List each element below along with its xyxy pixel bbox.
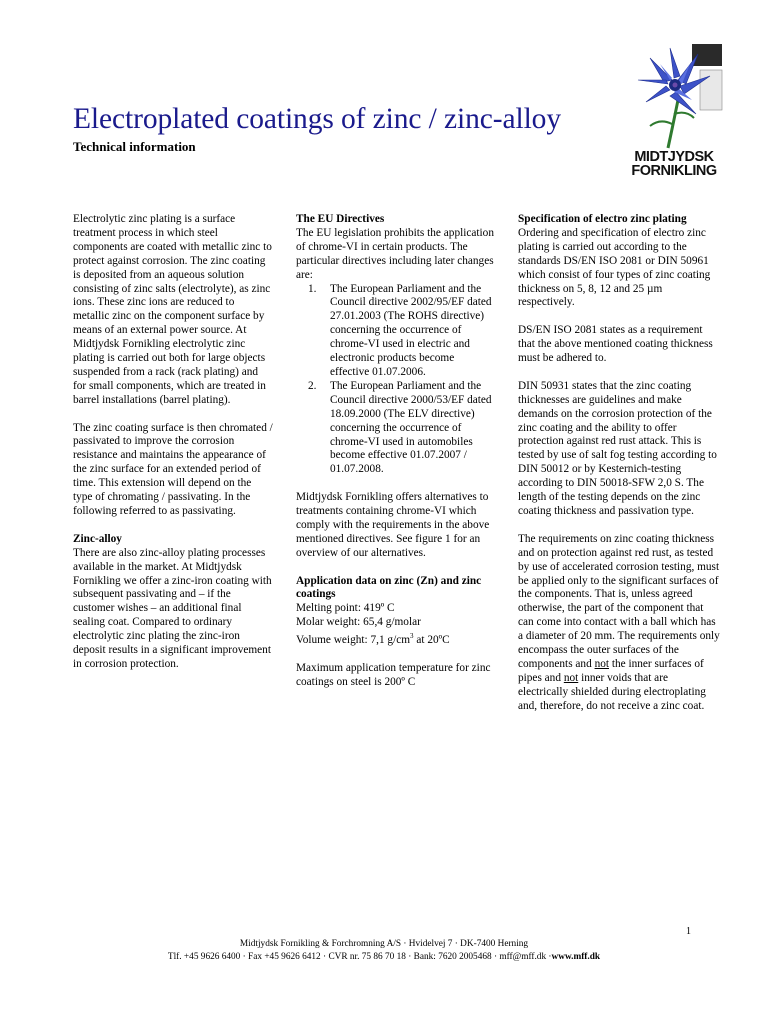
volume-weight-exponent: 3 [410, 632, 414, 641]
melting-point: Melting point: 419º C [296, 602, 395, 615]
volume-weight-text: Volume weight: 7,1 g/cm [296, 633, 411, 646]
application-data-heading: Application data on zinc (Zn) and zinc coatings [296, 574, 482, 601]
volume-weight [296, 630, 494, 648]
offers-paragraph: Midtjydsk Fornikling offers alternatives to treatments containing chrome-VI which comply with the requirements in the above mentioned directives. See figure 1 for an overview of our alternatives. [296, 491, 490, 559]
eu-directives-intro: The EU legislation prohibits the application of chrome-VI in certain products. The particular directives including later changes are: [296, 226, 494, 281]
cornflower-icon [620, 40, 728, 152]
requirements-not-2: not [563, 671, 579, 684]
page-subtitle: Technical information [73, 139, 196, 154]
molar-weight: Molar weight: 65,4 g/molar [296, 616, 421, 629]
volume-weight-suffix: at 20ºC [413, 633, 450, 646]
eu-directives-section [296, 213, 494, 283]
footer-contact [0, 952, 768, 962]
eu-directives-heading: The EU Directives [296, 213, 385, 225]
specification-text: Ordering and specification of electro zinc plating is carried out according to the standards DS/EN ISO 2081 or DIN 50961 which consist of four types of zinc coating thickness on 5, 8, 12 and 25 µm respectively. [518, 226, 711, 309]
requirements-paragraph [518, 533, 720, 714]
din-50931-paragraph: DIN 50931 states that the zinc coating thicknesses are guidelines and make demands on the corrosion protection of the zinc coating and the ability to offer protection against red rust attack. This is tested by use of salt fog testing according to DIN 50012 or by Kesternich-testing according to DIN 50018-SFW 2,0 S. The length of the testing depends on the zinc coating thickness and passivation type. [518, 379, 717, 517]
company-logo [612, 40, 736, 180]
zinc-alloy-text: There are also zinc-alloy plating processes available in the market. At Midtjydsk Fornikling we offer a zinc-iron coating with subsequent passivating and – if the customer wishes – an additional final sealing coat. Compared to ordinary electrolytic zinc plating the zinc-iron deposit results in a significant improvement in corrosion protection. [73, 546, 272, 670]
requirements-not-1: not [594, 657, 609, 670]
max-temperature-paragraph: Maximum application temperature for zinc coatings on steel is 200º C [296, 661, 491, 688]
application-data-section [296, 575, 494, 648]
directives-list [296, 283, 494, 478]
logo-text-line1: MIDTJYDSK [634, 149, 714, 165]
page-title: Electroplated coatings of zinc / zinc-alloy [73, 103, 561, 135]
zinc-alloy-heading: Zinc-alloy [73, 532, 122, 545]
list-item-number: 1. [308, 282, 317, 295]
list-item [296, 283, 494, 380]
specification-section [518, 213, 720, 310]
passivating-paragraph: The zinc coating surface is then chromated / passivated to improve the corrosion resistance and maintains the appearance of the zinc surface for an extended period of time. This extension will depend on the type of chromating / passivating. In the following referred to as passivating. [73, 421, 273, 518]
page-number: 1 [686, 926, 691, 937]
list-item-text: The European Parliament and the Council directive 2002/95/EF dated 27.01.2003 (The ROHS directive) concerning the occurrence of chrome-VI used in electric and electronic products become effective 01.07.2006. [330, 282, 492, 378]
list-item [296, 380, 494, 477]
zinc-alloy-section [73, 533, 273, 672]
column-1 [73, 213, 273, 686]
list-item-text: The European Parliament and the Council directive 2000/53/EF dated 18.09.2000 (The ELV directive) concerning the occurrence of chrome-VI used in automobiles become effective 01.07.2007 / 01.07.2008. [330, 379, 492, 476]
requirements-text-a: The requirements on zinc coating thickness and on protection against red rust, as tested by use of accelerated corrosion testing, must be applied only to the significant surfaces of the components. That is, unless agreed otherwise, the part of the component that can come into contact with a ball which has a diameter of 20 mm. The requirements only encompass the outer surfaces of the components and [518, 532, 720, 670]
requirements-text-c: inner voids that are electrically shielded during electroplating and, therefore, do not receive a zinc coat. [518, 671, 706, 712]
intro-paragraph: Electrolytic zinc plating is a surface treatment process in which steel components are coated with metallic zinc to protect against corrosion. The zinc coating is deposited from an aqueous solution consisting of zinc salts (electrolyte), as zinc ions. These zinc ions are reduced to metallic zinc on the component surface by means of an external power source. At Midtjydsk Fornikling electrolytic zinc plating is carried out both for large objects suspended from a rack (rack plating) and for small components, which are treated in barrel installations (barrel plating). [73, 213, 272, 406]
specification-heading: Specification of electro zinc plating [518, 213, 687, 225]
column-2 [296, 213, 494, 703]
logo-text-line2: FORNIKLING [631, 163, 717, 179]
iso-2081-paragraph: DS/EN ISO 2081 states as a requirement that the above mentioned coating thickness must be adhered to. [518, 324, 713, 365]
footer-website-link[interactable]: www.mff.dk [551, 952, 601, 962]
footer-contact-details: Tlf. +45 9626 6400 · Fax +45 9626 6412 · CVR nr. 75 86 70 18 · Bank: 7620 2005468 · mff@mff.dk · [167, 952, 552, 962]
footer-company: Midtjydsk Fornikling & Forchromning A/S · Hvidelvej 7 · DK-7400 Herning [239, 939, 529, 949]
column-3 [518, 213, 720, 727]
list-item-number: 2. [308, 379, 317, 392]
requirements-text-b: the inner surfaces of pipes and [518, 657, 704, 684]
